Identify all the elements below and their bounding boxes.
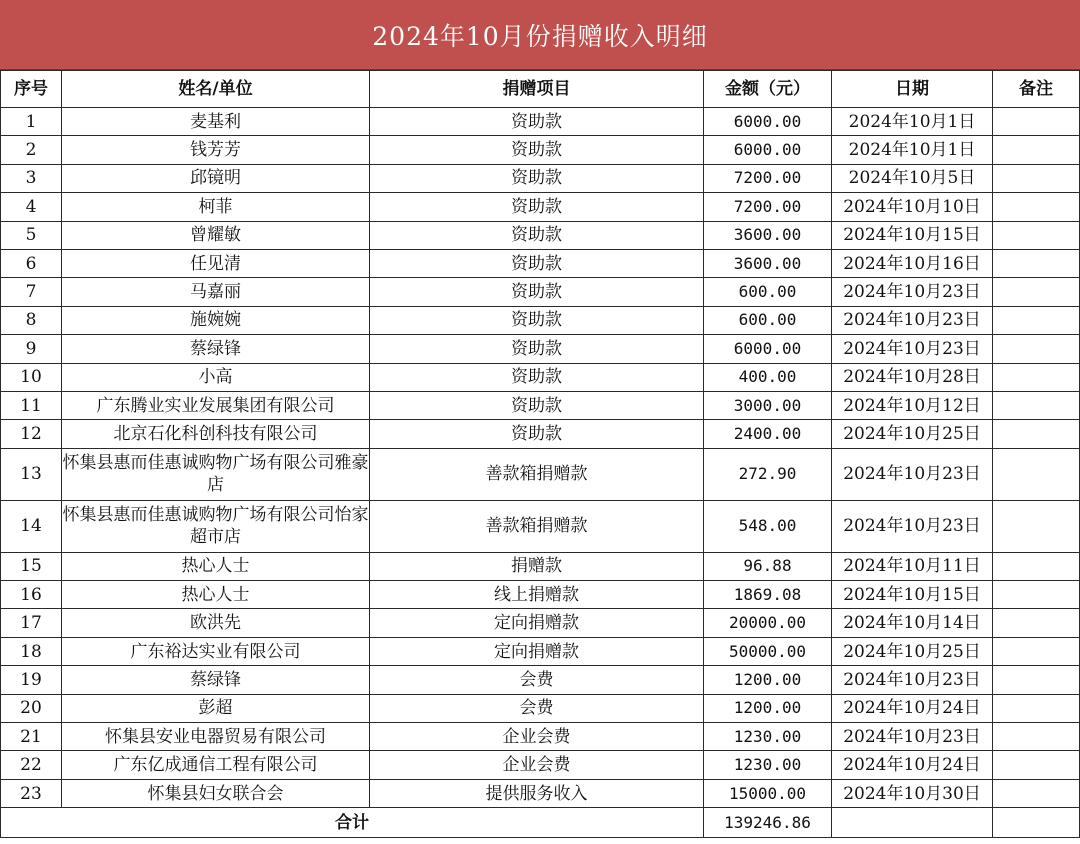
cell-date: 2024年10月12日: [832, 391, 993, 419]
table-row: [1, 164, 1080, 192]
cell-project: 资助款: [370, 391, 704, 419]
cell-project: 线上捐赠款: [370, 581, 704, 609]
table-row: [1, 391, 1080, 419]
cell-amount: 15000.00: [704, 779, 832, 807]
cell-seq: 5: [1, 221, 62, 249]
cell-date: 2024年10月23日: [832, 335, 993, 363]
cell-note: [993, 278, 1080, 306]
table-row: [1, 249, 1080, 277]
header-name: 姓名/单位: [62, 71, 370, 108]
cell-note: [993, 164, 1080, 192]
table-row: [1, 779, 1080, 807]
cell-amount: 6000.00: [704, 335, 832, 363]
cell-project: 会费: [370, 666, 704, 694]
table-row: [1, 637, 1080, 665]
table-row: [1, 306, 1080, 334]
cell-amount: 96.88: [704, 552, 832, 580]
cell-amount: 548.00: [704, 500, 832, 552]
cell-note: [993, 448, 1080, 500]
cell-date: 2024年10月23日: [832, 306, 993, 334]
cell-date: 2024年10月1日: [832, 108, 993, 136]
cell-project: 资助款: [370, 221, 704, 249]
cell-note: [993, 249, 1080, 277]
cell-project: 定向捐赠款: [370, 609, 704, 637]
cell-name: 怀集县妇女联合会: [62, 779, 370, 807]
cell-name: 蔡绿锋: [62, 335, 370, 363]
cell-amount: 1230.00: [704, 723, 832, 751]
cell-seq: 6: [1, 249, 62, 277]
cell-note: [993, 751, 1080, 779]
cell-amount: 1230.00: [704, 751, 832, 779]
cell-seq: 4: [1, 193, 62, 221]
cell-seq: 15: [1, 552, 62, 580]
cell-seq: 19: [1, 666, 62, 694]
table-row: [1, 500, 1080, 552]
cell-seq: 22: [1, 751, 62, 779]
cell-project: 企业会费: [370, 751, 704, 779]
cell-note: [993, 391, 1080, 419]
cell-seq: 21: [1, 723, 62, 751]
cell-name: 曾耀敏: [62, 221, 370, 249]
table-row: [1, 448, 1080, 500]
cell-note: [993, 136, 1080, 164]
cell-project: 资助款: [370, 363, 704, 391]
cell-seq: 11: [1, 391, 62, 419]
cell-amount: 7200.00: [704, 193, 832, 221]
cell-amount: 600.00: [704, 306, 832, 334]
cell-name: 怀集县惠而佳惠诚购物广场有限公司怡家超市店: [62, 500, 370, 552]
cell-project: 善款箱捐赠款: [370, 500, 704, 552]
cell-project: 资助款: [370, 278, 704, 306]
cell-seq: 16: [1, 581, 62, 609]
cell-name: 北京石化科创科技有限公司: [62, 420, 370, 448]
cell-name: 蔡绿锋: [62, 666, 370, 694]
cell-name: 广东裕达实业有限公司: [62, 637, 370, 665]
cell-note: [993, 335, 1080, 363]
table-row: [1, 278, 1080, 306]
cell-name: 广东腾业实业发展集团有限公司: [62, 391, 370, 419]
cell-name: 小高: [62, 363, 370, 391]
cell-note: [993, 581, 1080, 609]
cell-date: 2024年10月15日: [832, 221, 993, 249]
cell-date: 2024年10月23日: [832, 666, 993, 694]
cell-amount: 7200.00: [704, 164, 832, 192]
cell-name: 马嘉丽: [62, 278, 370, 306]
table-row: [1, 420, 1080, 448]
cell-date: 2024年10月5日: [832, 164, 993, 192]
cell-project: 资助款: [370, 164, 704, 192]
cell-project: 资助款: [370, 108, 704, 136]
total-row: [1, 808, 1080, 838]
total-amount: 139246.86: [704, 808, 832, 838]
table-row: [1, 751, 1080, 779]
cell-amount: 50000.00: [704, 637, 832, 665]
cell-project: 资助款: [370, 193, 704, 221]
total-label: 合计: [1, 808, 704, 838]
header-amount: 金额（元）: [704, 71, 832, 108]
cell-note: [993, 609, 1080, 637]
cell-note: [993, 694, 1080, 722]
table-title: 2024年10月份捐赠收入明细: [0, 0, 1080, 70]
cell-seq: 12: [1, 420, 62, 448]
cell-project: 资助款: [370, 249, 704, 277]
cell-name: 麦基利: [62, 108, 370, 136]
table-row: [1, 193, 1080, 221]
cell-amount: 1200.00: [704, 666, 832, 694]
cell-name: 施婉婉: [62, 306, 370, 334]
cell-project: 资助款: [370, 420, 704, 448]
header-seq: 序号: [1, 71, 62, 108]
cell-name: 欧洪先: [62, 609, 370, 637]
cell-note: [993, 666, 1080, 694]
cell-note: [993, 779, 1080, 807]
cell-seq: 9: [1, 335, 62, 363]
cell-name: 柯菲: [62, 193, 370, 221]
cell-note: [993, 221, 1080, 249]
table-row: [1, 108, 1080, 136]
cell-date: 2024年10月25日: [832, 637, 993, 665]
cell-name: 热心人士: [62, 552, 370, 580]
cell-seq: 18: [1, 637, 62, 665]
table-row: [1, 552, 1080, 580]
cell-date: 2024年10月11日: [832, 552, 993, 580]
cell-amount: 20000.00: [704, 609, 832, 637]
cell-date: 2024年10月28日: [832, 363, 993, 391]
cell-date: 2024年10月23日: [832, 500, 993, 552]
cell-name: 彭超: [62, 694, 370, 722]
cell-project: 定向捐赠款: [370, 637, 704, 665]
cell-name: 热心人士: [62, 581, 370, 609]
cell-amount: 272.90: [704, 448, 832, 500]
donation-table: [0, 70, 1080, 838]
cell-seq: 20: [1, 694, 62, 722]
cell-date: 2024年10月14日: [832, 609, 993, 637]
table-row: [1, 723, 1080, 751]
header-row: [1, 71, 1080, 108]
cell-seq: 3: [1, 164, 62, 192]
cell-note: [993, 306, 1080, 334]
cell-note: [993, 552, 1080, 580]
cell-amount: 2400.00: [704, 420, 832, 448]
cell-date: 2024年10月16日: [832, 249, 993, 277]
cell-project: 捐赠款: [370, 552, 704, 580]
cell-date: 2024年10月10日: [832, 193, 993, 221]
table-row: [1, 609, 1080, 637]
cell-amount: 1200.00: [704, 694, 832, 722]
cell-seq: 17: [1, 609, 62, 637]
cell-amount: 3000.00: [704, 391, 832, 419]
cell-note: [993, 363, 1080, 391]
cell-name: 怀集县安业电器贸易有限公司: [62, 723, 370, 751]
cell-seq: 7: [1, 278, 62, 306]
cell-amount: 600.00: [704, 278, 832, 306]
cell-amount: 400.00: [704, 363, 832, 391]
cell-note: [993, 420, 1080, 448]
cell-amount: 6000.00: [704, 136, 832, 164]
table-row: [1, 581, 1080, 609]
cell-date: 2024年10月24日: [832, 751, 993, 779]
cell-seq: 2: [1, 136, 62, 164]
cell-name: 怀集县惠而佳惠诚购物广场有限公司雅豪店: [62, 448, 370, 500]
cell-note: [993, 637, 1080, 665]
cell-date: 2024年10月1日: [832, 136, 993, 164]
cell-note: [993, 723, 1080, 751]
cell-project: 资助款: [370, 306, 704, 334]
cell-date: 2024年10月23日: [832, 448, 993, 500]
cell-name: 邱镜明: [62, 164, 370, 192]
cell-project: 资助款: [370, 335, 704, 363]
cell-amount: 1869.08: [704, 581, 832, 609]
total-date-cell: [832, 808, 993, 838]
cell-note: [993, 193, 1080, 221]
table-row: [1, 335, 1080, 363]
cell-date: 2024年10月24日: [832, 694, 993, 722]
cell-project: 企业会费: [370, 723, 704, 751]
cell-seq: 10: [1, 363, 62, 391]
cell-note: [993, 500, 1080, 552]
cell-project: 善款箱捐赠款: [370, 448, 704, 500]
cell-date: 2024年10月15日: [832, 581, 993, 609]
cell-seq: 13: [1, 448, 62, 500]
cell-project: 会费: [370, 694, 704, 722]
cell-date: 2024年10月23日: [832, 723, 993, 751]
table-row: [1, 221, 1080, 249]
cell-seq: 1: [1, 108, 62, 136]
cell-amount: 3600.00: [704, 249, 832, 277]
cell-name: 钱芳芳: [62, 136, 370, 164]
header-note: 备注: [993, 71, 1080, 108]
cell-note: [993, 108, 1080, 136]
cell-date: 2024年10月25日: [832, 420, 993, 448]
table-row: [1, 363, 1080, 391]
cell-name: 任见清: [62, 249, 370, 277]
cell-project: 资助款: [370, 136, 704, 164]
cell-seq: 23: [1, 779, 62, 807]
cell-amount: 3600.00: [704, 221, 832, 249]
cell-seq: 14: [1, 500, 62, 552]
table-row: [1, 136, 1080, 164]
cell-name: 广东亿成通信工程有限公司: [62, 751, 370, 779]
cell-date: 2024年10月23日: [832, 278, 993, 306]
cell-seq: 8: [1, 306, 62, 334]
cell-project: 提供服务收入: [370, 779, 704, 807]
total-note-cell: [993, 808, 1080, 838]
cell-date: 2024年10月30日: [832, 779, 993, 807]
cell-amount: 6000.00: [704, 108, 832, 136]
table-row: [1, 666, 1080, 694]
header-project: 捐赠项目: [370, 71, 704, 108]
header-date: 日期: [832, 71, 993, 108]
table-row: [1, 694, 1080, 722]
